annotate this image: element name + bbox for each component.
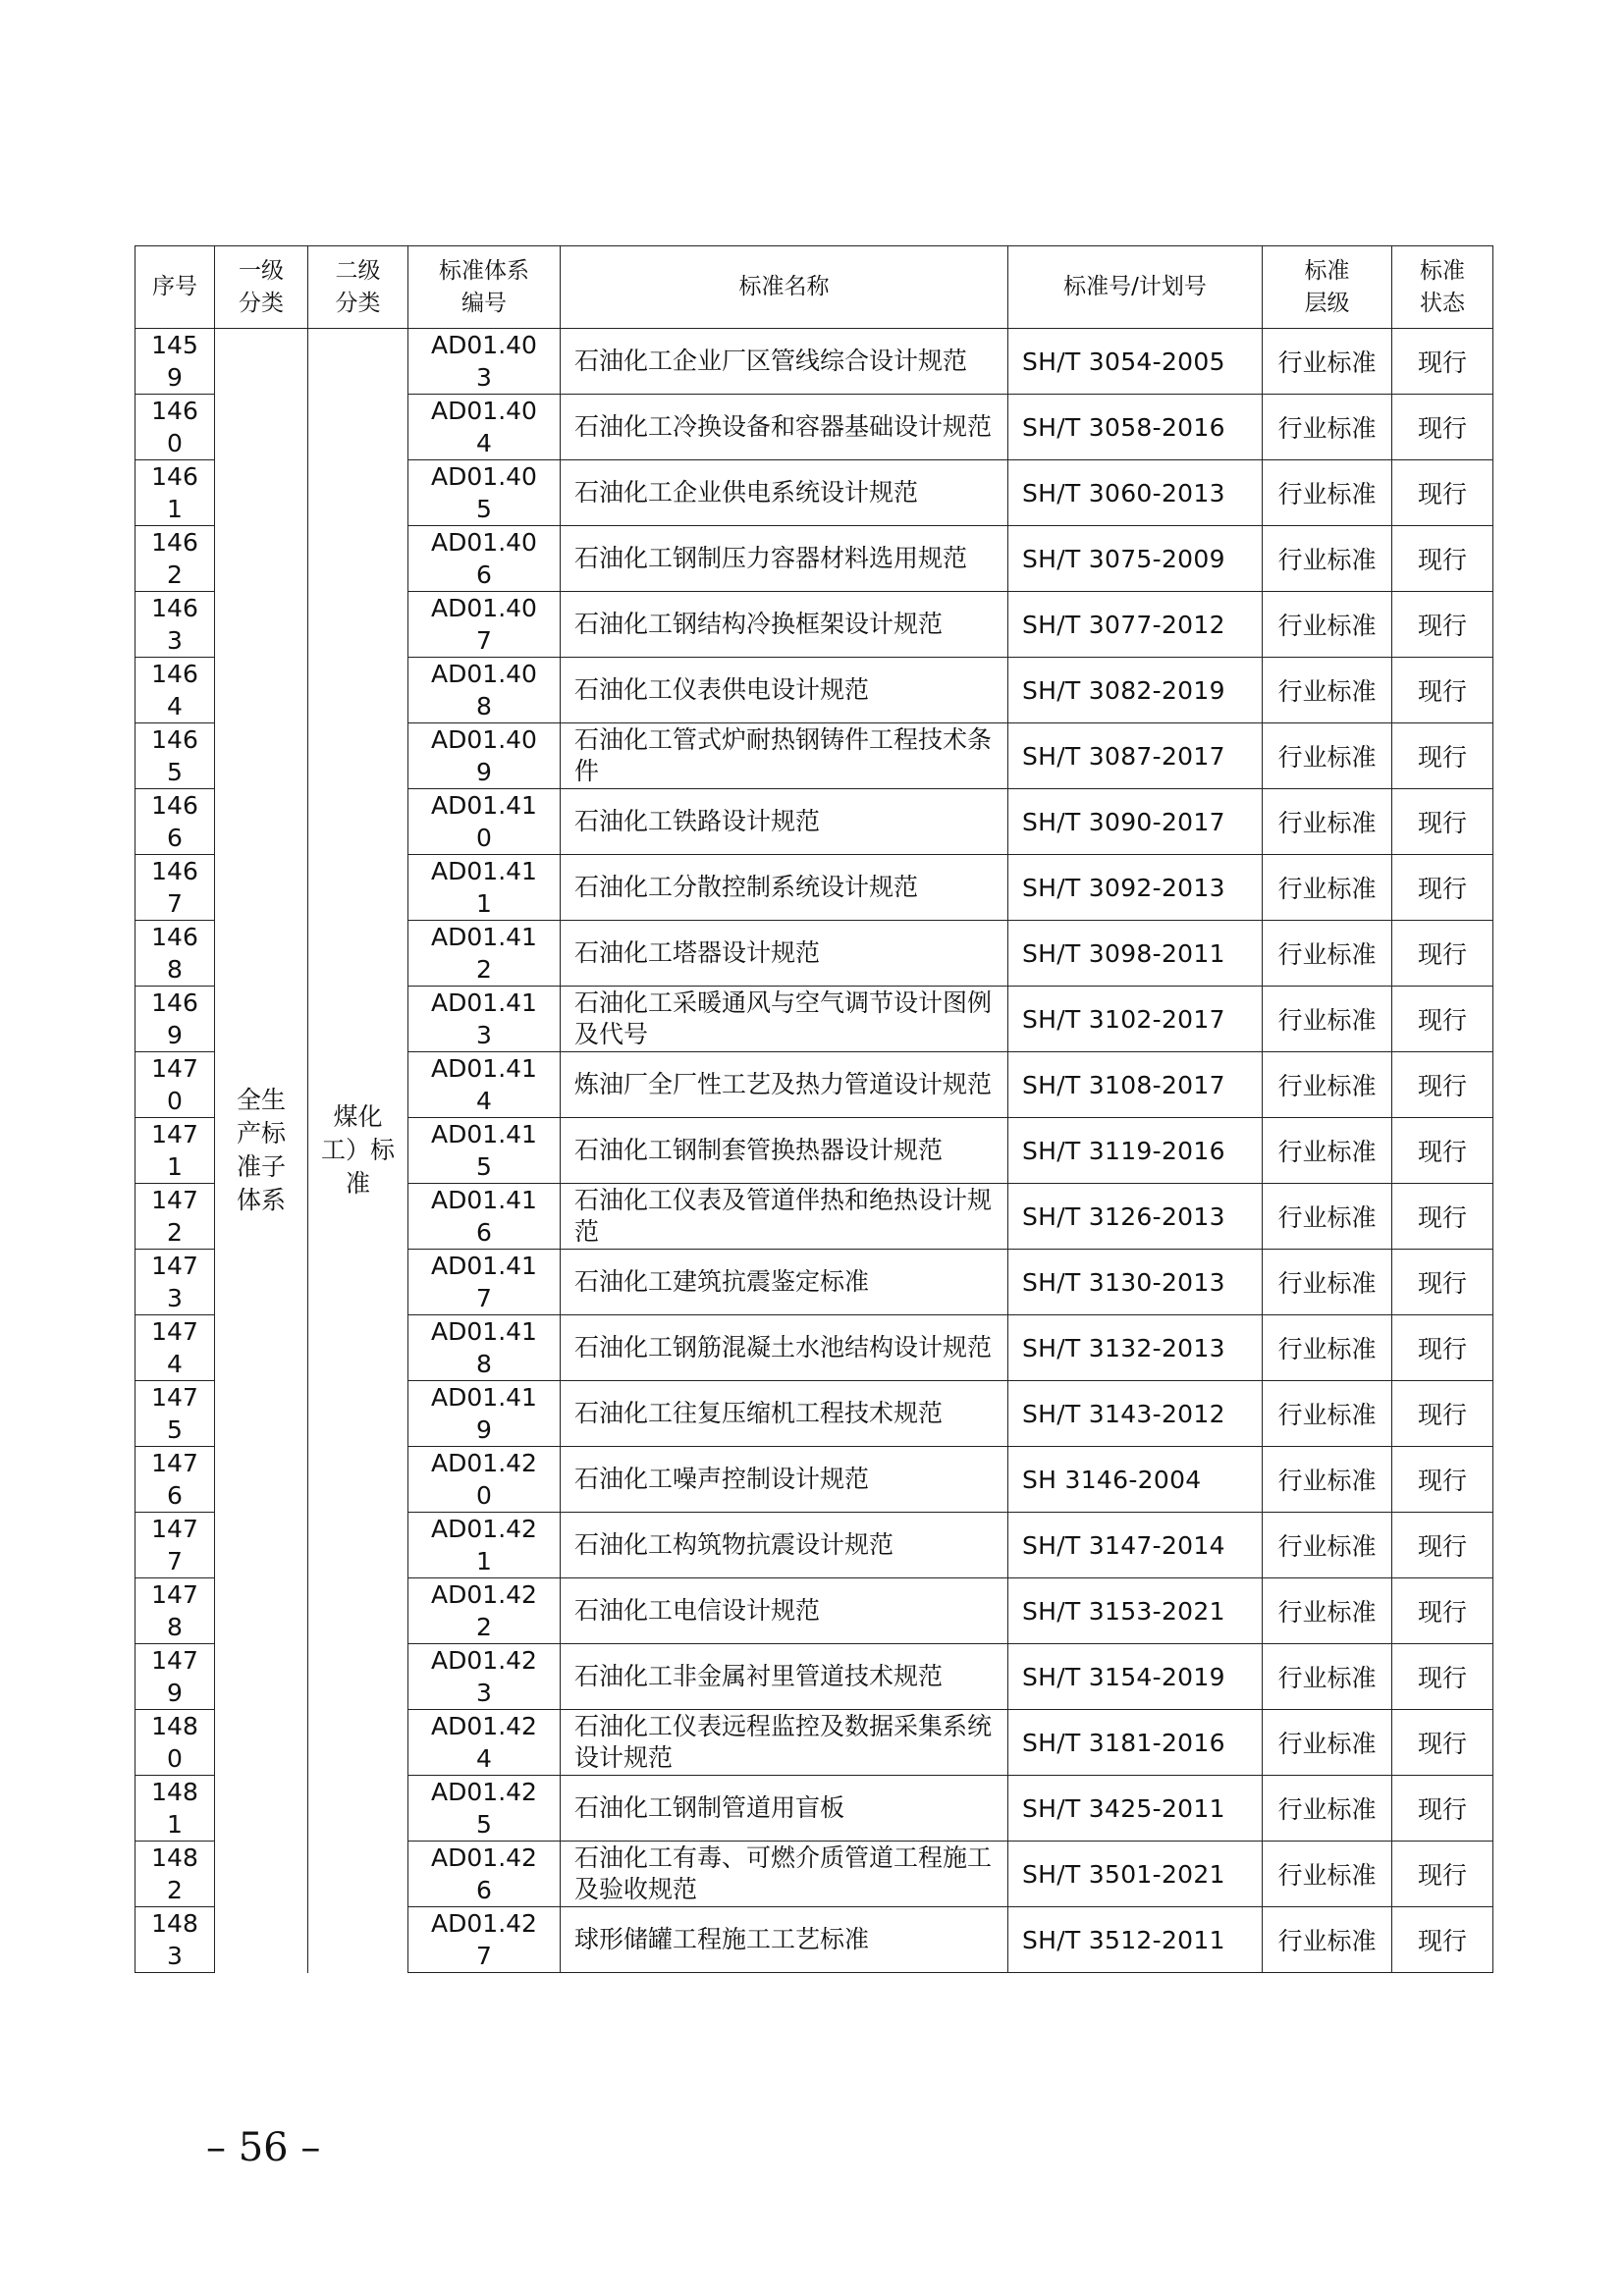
row-standard-status: 现行 (1392, 1184, 1493, 1250)
row-system-code: AD01.41 4 (408, 1052, 561, 1118)
row-seq: 146 4 (135, 658, 215, 723)
row-standard-number: SH/T 3130-2013 (1008, 1250, 1263, 1315)
row-standard-level: 行业标准 (1263, 1381, 1392, 1447)
row-standard-name: 石油化工采暖通风与空气调节设计图例及代号 (561, 987, 1008, 1052)
row-standard-level: 行业标准 (1263, 658, 1392, 723)
row-standard-name: 石油化工钢制套管换热器设计规范 (561, 1118, 1008, 1184)
row-standard-number: SH/T 3060-2013 (1008, 460, 1263, 526)
row-standard-name: 石油化工分散控制系统设计规范 (561, 855, 1008, 921)
row-system-code: AD01.41 5 (408, 1118, 561, 1184)
row-standard-name: 石油化工非金属衬里管道技术规范 (561, 1644, 1008, 1710)
row-standard-number: SH/T 3153-2021 (1008, 1578, 1263, 1644)
row-seq: 148 0 (135, 1710, 215, 1776)
row-standard-status: 现行 (1392, 1381, 1493, 1447)
row-standard-name: 石油化工噪声控制设计规范 (561, 1447, 1008, 1513)
row-standard-name: 石油化工构筑物抗震设计规范 (561, 1513, 1008, 1578)
header-category2: 二级 分类 (308, 246, 408, 329)
row-system-code: AD01.41 0 (408, 789, 561, 855)
row-standard-level: 行业标准 (1263, 1710, 1392, 1776)
row-system-code: AD01.40 4 (408, 395, 561, 460)
row-standard-name: 石油化工仪表及管道伴热和绝热设计规范 (561, 1184, 1008, 1250)
row-seq: 146 2 (135, 526, 215, 592)
row-standard-number: SH/T 3054-2005 (1008, 329, 1263, 395)
row-standard-level: 行业标准 (1263, 1513, 1392, 1578)
row-system-code: AD01.42 0 (408, 1447, 561, 1513)
row-standard-status: 现行 (1392, 1052, 1493, 1118)
row-seq: 147 0 (135, 1052, 215, 1118)
table-row (135, 329, 1493, 395)
row-standard-name: 石油化工仪表远程监控及数据采集系统设计规范 (561, 1710, 1008, 1776)
row-seq: 146 5 (135, 723, 215, 789)
row-seq: 146 1 (135, 460, 215, 526)
row-standard-level: 行业标准 (1263, 329, 1392, 395)
row-standard-status: 现行 (1392, 1315, 1493, 1381)
header-standard-number: 标准号/计划号 (1008, 246, 1263, 329)
row-seq: 147 8 (135, 1578, 215, 1644)
row-standard-status: 现行 (1392, 987, 1493, 1052)
row-standard-name: 石油化工企业厂区管线综合设计规范 (561, 329, 1008, 395)
row-standard-status: 现行 (1392, 460, 1493, 526)
row-standard-status: 现行 (1392, 1447, 1493, 1513)
row-standard-number: SH/T 3075-2009 (1008, 526, 1263, 592)
row-standard-status: 现行 (1392, 592, 1493, 658)
row-standard-level: 行业标准 (1263, 1315, 1392, 1381)
row-standard-status: 现行 (1392, 395, 1493, 460)
row-standard-level: 行业标准 (1263, 1184, 1392, 1250)
row-standard-number: SH/T 3181-2016 (1008, 1710, 1263, 1776)
row-standard-level: 行业标准 (1263, 1842, 1392, 1907)
category2-cell: 煤化 工）标 准 (308, 329, 408, 1973)
row-system-code: AD01.40 9 (408, 723, 561, 789)
row-standard-number: SH/T 3119-2016 (1008, 1118, 1263, 1184)
row-standard-number: SH/T 3108-2017 (1008, 1052, 1263, 1118)
row-system-code: AD01.41 6 (408, 1184, 561, 1250)
row-standard-level: 行业标准 (1263, 921, 1392, 987)
row-seq: 146 3 (135, 592, 215, 658)
row-standard-status: 现行 (1392, 1250, 1493, 1315)
category1-cell: 全生 产标 准子 体系 (215, 329, 308, 1973)
row-standard-level: 行业标准 (1263, 855, 1392, 921)
row-standard-name: 石油化工电信设计规范 (561, 1578, 1008, 1644)
row-standard-name: 石油化工有毒、可燃介质管道工程施工及验收规范 (561, 1842, 1008, 1907)
row-standard-status: 现行 (1392, 1842, 1493, 1907)
row-system-code: AD01.40 8 (408, 658, 561, 723)
row-standard-status: 现行 (1392, 1644, 1493, 1710)
row-system-code: AD01.41 8 (408, 1315, 561, 1381)
row-standard-number: SH/T 3132-2013 (1008, 1315, 1263, 1381)
header-system-code: 标准体系 编号 (408, 246, 561, 329)
row-seq: 146 6 (135, 789, 215, 855)
row-seq: 146 9 (135, 987, 215, 1052)
row-seq: 147 5 (135, 1381, 215, 1447)
row-standard-number: SH/T 3147-2014 (1008, 1513, 1263, 1578)
row-standard-status: 现行 (1392, 329, 1493, 395)
row-standard-name: 球形储罐工程施工工艺标准 (561, 1907, 1008, 1973)
row-standard-level: 行业标准 (1263, 395, 1392, 460)
row-standard-number: SH/T 3058-2016 (1008, 395, 1263, 460)
row-standard-number: SH/T 3501-2021 (1008, 1842, 1263, 1907)
row-standard-number: SH/T 3512-2011 (1008, 1907, 1263, 1973)
row-standard-number: SH/T 3092-2013 (1008, 855, 1263, 921)
row-seq: 148 1 (135, 1776, 215, 1842)
row-system-code: AD01.42 7 (408, 1907, 561, 1973)
row-system-code: AD01.40 5 (408, 460, 561, 526)
row-standard-name: 石油化工冷换设备和容器基础设计规范 (561, 395, 1008, 460)
row-seq: 146 7 (135, 855, 215, 921)
row-seq: 147 9 (135, 1644, 215, 1710)
row-standard-level: 行业标准 (1263, 789, 1392, 855)
row-standard-level: 行业标准 (1263, 1250, 1392, 1315)
row-standard-status: 现行 (1392, 526, 1493, 592)
row-standard-level: 行业标准 (1263, 987, 1392, 1052)
row-standard-number: SH/T 3126-2013 (1008, 1184, 1263, 1250)
row-standard-level: 行业标准 (1263, 723, 1392, 789)
row-system-code: AD01.42 4 (408, 1710, 561, 1776)
row-standard-number: SH/T 3090-2017 (1008, 789, 1263, 855)
header-standard-level: 标准 层级 (1263, 246, 1392, 329)
row-standard-status: 现行 (1392, 1513, 1493, 1578)
row-standard-name: 石油化工建筑抗震鉴定标准 (561, 1250, 1008, 1315)
row-seq: 147 3 (135, 1250, 215, 1315)
row-system-code: AD01.41 2 (408, 921, 561, 987)
row-system-code: AD01.42 3 (408, 1644, 561, 1710)
row-standard-level: 行业标准 (1263, 1052, 1392, 1118)
row-system-code: AD01.42 1 (408, 1513, 561, 1578)
row-standard-number: SH/T 3082-2019 (1008, 658, 1263, 723)
row-standard-level: 行业标准 (1263, 1118, 1392, 1184)
row-seq: 147 4 (135, 1315, 215, 1381)
row-seq: 148 2 (135, 1842, 215, 1907)
header-category1: 一级 分类 (215, 246, 308, 329)
row-system-code: AD01.41 3 (408, 987, 561, 1052)
row-standard-number: SH/T 3154-2019 (1008, 1644, 1263, 1710)
row-standard-level: 行业标准 (1263, 526, 1392, 592)
header-seq: 序号 (135, 246, 215, 329)
row-standard-number: SH/T 3143-2012 (1008, 1381, 1263, 1447)
row-seq: 147 1 (135, 1118, 215, 1184)
row-standard-number: SH/T 3425-2011 (1008, 1776, 1263, 1842)
row-standard-status: 现行 (1392, 855, 1493, 921)
row-system-code: AD01.40 7 (408, 592, 561, 658)
row-standard-name: 石油化工钢制压力容器材料选用规范 (561, 526, 1008, 592)
table-header-row (135, 246, 1493, 329)
row-standard-name: 石油化工钢制管道用盲板 (561, 1776, 1008, 1842)
row-standard-name: 石油化工管式炉耐热钢铸件工程技术条件 (561, 723, 1008, 789)
row-standard-status: 现行 (1392, 1118, 1493, 1184)
standards-table (135, 245, 1493, 1973)
row-seq: 145 9 (135, 329, 215, 395)
row-standard-name: 石油化工铁路设计规范 (561, 789, 1008, 855)
row-system-code: AD01.42 2 (408, 1578, 561, 1644)
row-standard-level: 行业标准 (1263, 1907, 1392, 1973)
row-seq: 147 7 (135, 1513, 215, 1578)
row-standard-number: SH/T 3098-2011 (1008, 921, 1263, 987)
row-seq: 146 8 (135, 921, 215, 987)
row-standard-level: 行业标准 (1263, 460, 1392, 526)
row-seq: 147 2 (135, 1184, 215, 1250)
row-standard-status: 现行 (1392, 658, 1493, 723)
row-standard-status: 现行 (1392, 1907, 1493, 1973)
row-seq: 148 3 (135, 1907, 215, 1973)
row-standard-number: SH/T 3087-2017 (1008, 723, 1263, 789)
row-standard-status: 现行 (1392, 789, 1493, 855)
row-standard-level: 行业标准 (1263, 1578, 1392, 1644)
row-standard-number: SH/T 3077-2012 (1008, 592, 1263, 658)
row-standard-level: 行业标准 (1263, 592, 1392, 658)
row-standard-number: SH/T 3102-2017 (1008, 987, 1263, 1052)
row-standard-name: 石油化工钢筋混凝土水池结构设计规范 (561, 1315, 1008, 1381)
row-system-code: AD01.42 6 (408, 1842, 561, 1907)
row-standard-status: 现行 (1392, 723, 1493, 789)
row-standard-status: 现行 (1392, 1578, 1493, 1644)
page-number: – 56 – (206, 2125, 321, 2170)
row-standard-level: 行业标准 (1263, 1644, 1392, 1710)
row-system-code: AD01.41 7 (408, 1250, 561, 1315)
row-system-code: AD01.41 9 (408, 1381, 561, 1447)
row-system-code: AD01.41 1 (408, 855, 561, 921)
row-standard-name: 石油化工钢结构冷换框架设计规范 (561, 592, 1008, 658)
row-standard-name: 石油化工塔器设计规范 (561, 921, 1008, 987)
row-standard-status: 现行 (1392, 921, 1493, 987)
row-standard-level: 行业标准 (1263, 1776, 1392, 1842)
row-standard-name: 石油化工企业供电系统设计规范 (561, 460, 1008, 526)
header-standard-status: 标准 状态 (1392, 246, 1493, 329)
header-standard-name: 标准名称 (561, 246, 1008, 329)
row-standard-status: 现行 (1392, 1776, 1493, 1842)
row-standard-level: 行业标准 (1263, 1447, 1392, 1513)
row-seq: 146 0 (135, 395, 215, 460)
row-standard-name: 石油化工仪表供电设计规范 (561, 658, 1008, 723)
row-system-code: AD01.40 3 (408, 329, 561, 395)
row-system-code: AD01.40 6 (408, 526, 561, 592)
row-standard-number: SH 3146-2004 (1008, 1447, 1263, 1513)
row-standard-name: 石油化工往复压缩机工程技术规范 (561, 1381, 1008, 1447)
row-seq: 147 6 (135, 1447, 215, 1513)
row-standard-status: 现行 (1392, 1710, 1493, 1776)
row-standard-name: 炼油厂全厂性工艺及热力管道设计规范 (561, 1052, 1008, 1118)
row-system-code: AD01.42 5 (408, 1776, 561, 1842)
